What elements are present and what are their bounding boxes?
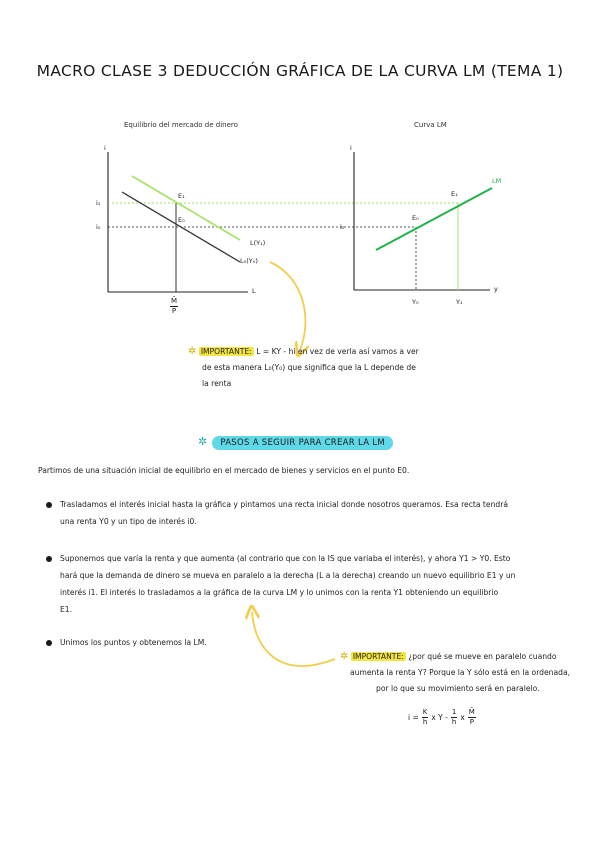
formula-h1: h xyxy=(422,718,428,726)
bullet-dot xyxy=(46,502,52,508)
important-note-2 xyxy=(340,649,580,697)
right-e1-label: E₁ xyxy=(451,190,458,198)
left-e1-label: E₁ xyxy=(178,192,185,200)
formula xyxy=(408,708,476,727)
important-note-1 xyxy=(188,344,428,392)
bullet-1 xyxy=(60,496,572,530)
formula-times-y: x Y - xyxy=(431,713,448,722)
left-i1-label: i₁ xyxy=(96,199,101,207)
arrow-to-note xyxy=(270,262,305,350)
bullet-2-line3: interés i1. El interés lo trasladamos a la gráfica de la curva LM y lo unimos con la renta Y1 obteniendo un equilibrio xyxy=(60,588,499,597)
l0-curve-label: L₀(Y₀) xyxy=(240,257,258,265)
bullet-2-line1: Suponemos que varía la renta y que aumenta (al contrario que con la IS que variaba el interés), y ahora Y1 > Y0. Esto xyxy=(60,554,511,563)
formula-times: x xyxy=(460,713,465,722)
left-i0-label: i₀ xyxy=(96,223,101,231)
note1-text2: de esta manera L₀(Y₀) que significa que la L depende de xyxy=(202,363,416,372)
intro-paragraph: Partimos de una situación inicial de equilibrio en el mercado de bienes y servicios en el punto E0. xyxy=(38,466,410,475)
star-icon: ✲ xyxy=(188,346,197,357)
bullet-2 xyxy=(60,550,572,618)
lm-curve xyxy=(376,188,492,250)
right-i0-label: i₀ xyxy=(340,223,345,231)
bullet-dot xyxy=(46,556,52,562)
mp-fraction xyxy=(170,296,178,316)
steps-heading xyxy=(198,430,393,449)
left-x-axis-label: L xyxy=(252,287,256,295)
right-y-axis-label: i xyxy=(350,144,352,152)
note2-text1: ¿por qué se mueve en paralelo cuando xyxy=(408,652,557,661)
formula-p: P̄ xyxy=(469,718,474,726)
y0-label: Y₀ xyxy=(412,298,419,306)
note1-text1: L = KY - hi en vez de verla así vamos a ver xyxy=(256,347,419,356)
l1-curve-label: L(Y₁) xyxy=(250,239,266,247)
note2-text2: aumenta la renta Y? Porque la Y sólo está en la ordenada, xyxy=(350,668,571,677)
bullet-3: Unimos los puntos y obtenemos la LM. xyxy=(60,638,207,647)
formula-m: M̄ xyxy=(468,708,475,716)
formula-h2: h xyxy=(451,718,457,726)
star-icon: ✲ xyxy=(340,651,349,662)
lm-label: LM xyxy=(492,177,502,185)
bullet-2-line2: hará que la demanda de dinero se mueva en paralelo a la derecha (L a la derecha) creando un nuevo equilibrio E1 y un xyxy=(60,571,516,580)
note1-label: IMPORTANTE: xyxy=(200,347,252,356)
note2-text3: por lo que su movimiento será en paralelo. xyxy=(376,684,540,693)
y1-label: Y₁ xyxy=(456,298,463,306)
right-graph-heading: Curva LM xyxy=(414,121,447,129)
bullet-dot xyxy=(46,640,52,646)
left-graph-heading: Equilibrio del mercado de dinero xyxy=(124,121,238,129)
mp-denominator: P̄ xyxy=(171,307,177,315)
note2-line1 xyxy=(340,649,580,665)
note1-text3: la renta xyxy=(202,379,232,388)
left-e0-label: E₀ xyxy=(178,216,185,224)
star-icon: ✲ xyxy=(198,435,208,448)
formula-k: K xyxy=(422,708,428,716)
steps-heading-text: PASOS A SEGUIR PARA CREAR LA LM xyxy=(212,436,393,450)
note1-line1 xyxy=(188,344,428,360)
note2-label: IMPORTANTE: xyxy=(352,652,404,661)
formula-one: 1 xyxy=(451,708,457,716)
bullet-2-line4: E1. xyxy=(60,605,73,614)
right-e0-label: E₀ xyxy=(412,214,419,222)
mp-numerator: M̄ xyxy=(171,297,178,305)
page-title: MACRO CLASE 3 DEDUCCIÓN GRÁFICA DE LA CURVA LM (TEMA 1) xyxy=(36,62,564,80)
formula-lhs: i = xyxy=(408,713,419,722)
left-y-axis-label: i xyxy=(104,144,106,152)
bullet-1-line2: una renta Y0 y un tipo de interés i0. xyxy=(60,517,197,526)
bullet-1-line1: Trasladamos el interés inicial hasta la gráfica y pintamos una recta inicial donde nosotros queramos. Esa recta tendrá xyxy=(60,500,508,509)
right-x-axis-label: y xyxy=(494,285,498,293)
